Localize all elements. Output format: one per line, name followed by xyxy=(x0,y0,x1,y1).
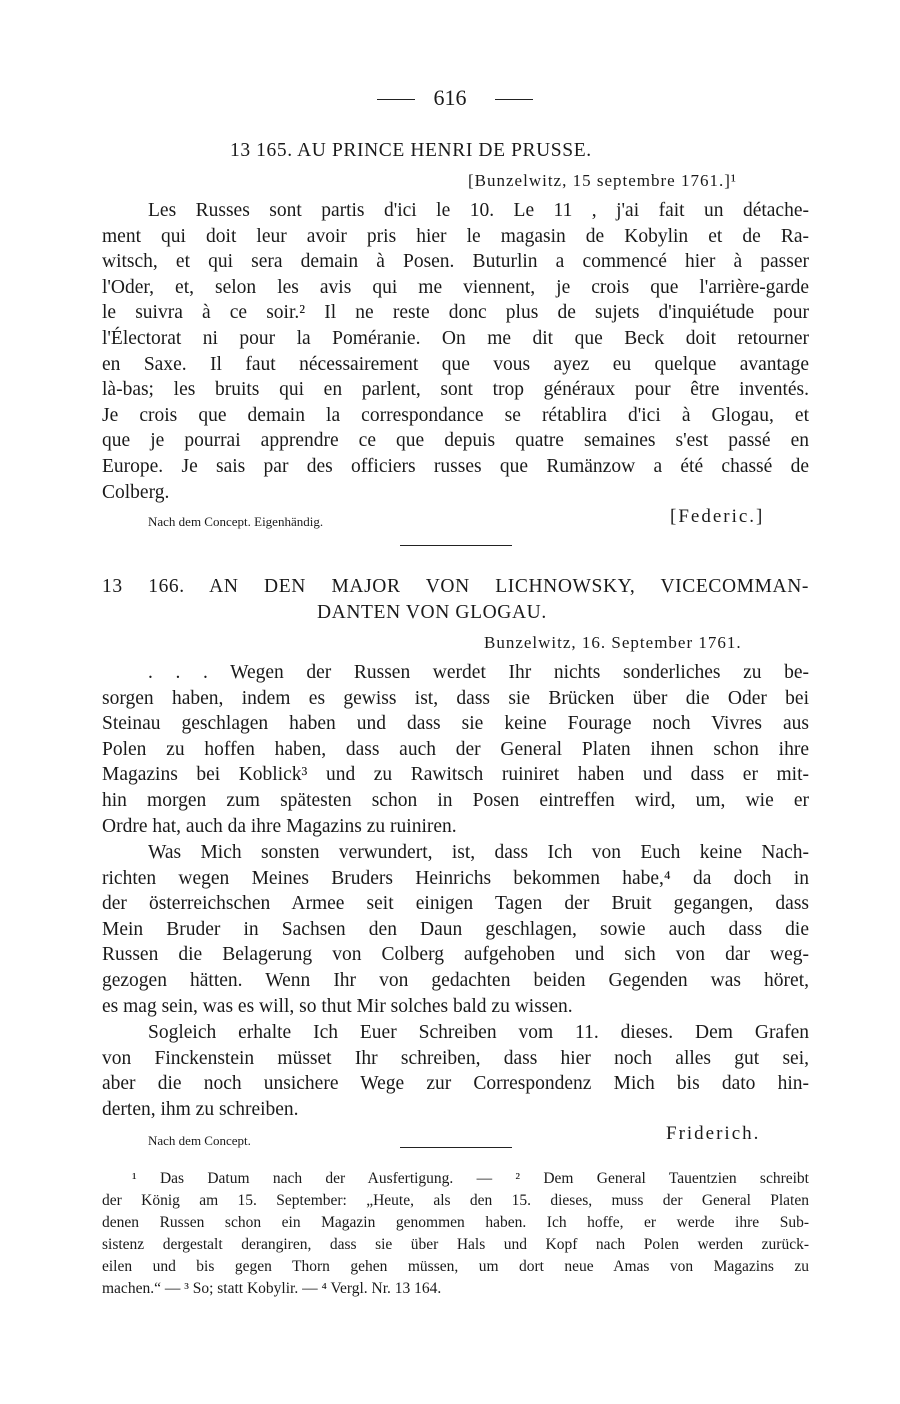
text-line: gezogen hätten. Wenn Ihr von gedachten beiden Gegenden was höret, xyxy=(102,970,809,991)
page-number: 616 xyxy=(433,85,467,110)
text-line: von Finckenstein müsset Ihr schreiben, dass hier noch alles gut sei, xyxy=(102,1047,809,1069)
text-line: aber die noch unsichere Wege zur Correspondenz Mich bis dato hin- xyxy=(102,1073,809,1095)
text-line: ¹ Das Datum nach der Ausfertigung. — ² Dem General Tauentzien schreibt xyxy=(132,1170,809,1187)
text-line: Colberg. xyxy=(102,481,170,503)
text-line: sistenz dergestalt derangiren, dass sie über Hals und Kopf nach Polen werden zurück- xyxy=(102,1236,809,1253)
letter-heading: 13 166. AN DEN MAJOR VON LICHNOWSKY, VICECOMMAN- xyxy=(102,576,809,597)
text-line: Steinau geschlagen haben und dass sie keine Fourage noch Vivres aus xyxy=(102,713,809,735)
page-number-rule-left xyxy=(377,99,415,100)
text-line: Magazins bei Koblick³ und zu Rawitsch ruiniret haben und dass er mit- xyxy=(102,764,809,786)
text-line: Was Mich sonsten verwundert, ist, dass Ich von Euch keine Nach- xyxy=(148,842,809,863)
text-line: Russen die Belagerung von Colberg aufgehoben und sich von dar weg- xyxy=(102,944,809,966)
letter-dateline: Bunzelwitz, 16. September 1761. xyxy=(484,633,742,652)
text-line: der österreichschen Armee seit einigen Tagen der Bruit gegangen, dass xyxy=(102,893,809,915)
text-line: hin morgen zum spätesten schon in Posen eintreffen wird, um, wie er xyxy=(102,790,809,811)
text-line: der König am 15. September: „Heute, als den 15. dieses, muss der General Platen xyxy=(102,1192,809,1209)
text-line: sorgen haben, indem es gewiss ist, dass sie Brücken über die Oder bei xyxy=(102,687,809,709)
text-line: denen Russen schon ein Magazin genommen haben. Ich hoffe, er werde ihre Sub- xyxy=(102,1214,809,1231)
text-line: là-bas; les bruits qui en parlent, sont trop généraux pour être inventés. xyxy=(102,379,809,401)
text-line: machen.“ — ³ So; statt Kobylir. — ⁴ Vergl. Nr. 13 164. xyxy=(102,1280,442,1297)
source-note: Nach dem Concept. Eigenhändig. xyxy=(148,514,324,529)
letter-heading: 13 165. AU PRINCE HENRI DE PRUSSE. xyxy=(230,140,592,161)
section-divider xyxy=(400,1147,512,1148)
text-line: derten, ihm zu schreiben. xyxy=(102,1098,299,1120)
source-note: Nach dem Concept. xyxy=(148,1133,251,1148)
text-line: en Saxe. Il faut nécessairement que vous ayez eu quelque avantage xyxy=(102,353,809,375)
letter-heading-continued: DANTEN VON GLOGAU. xyxy=(317,602,547,623)
text-line: que je pourrai apprendre ce que depuis quatre semaines s'est passé en xyxy=(102,430,809,452)
text-line: eilen und bis gegen Thorn gehen müssen, um dort neue Amas von Magazins zu xyxy=(102,1258,809,1275)
signature: Friderich. xyxy=(666,1123,761,1144)
text-line: Je crois que demain la correspondance se rétablira d'ici à Glogau, et xyxy=(102,404,809,426)
text-line: Sogleich erhalte Ich Euer Schreiben vom 11. dieses. Dem Grafen xyxy=(148,1022,809,1043)
signature: [Federic.] xyxy=(670,506,765,527)
text-line: l'Oder, et, selon les avis qui me viennent, je crois que l'arrière-garde xyxy=(102,276,809,298)
letter-dateline: [Bunzelwitz, 15 septembre 1761.]¹ xyxy=(468,171,737,190)
text-line: es mag sein, was es will, so thut Mir solches bald zu wissen. xyxy=(102,995,573,1017)
text-line: le suivra à ce soir.² Il ne reste donc plus de sujets d'inquiétude pour xyxy=(102,302,809,324)
text-line: Europe. Je sais par des officiers russes que Rumänzow a été chassé de xyxy=(102,456,809,477)
text-line: Mein Bruder in Sachsen den Daun geschlagen, sowie auch dass die xyxy=(102,918,809,940)
text-line: witsch, et qui sera demain à Posen. Buturlin a commencé hier à passer xyxy=(102,251,809,273)
text-line: Les Russes sont partis d'ici le 10. Le 11 , j'ai fait un détache- xyxy=(148,200,809,221)
text-line: Polen zu hoffen haben, dass auch der General Platen ihnen schon ihre xyxy=(102,738,809,760)
section-divider xyxy=(400,545,512,546)
text-line: Ordre hat, auch da ihre Magazins zu ruiniren. xyxy=(102,815,457,837)
page-number-rule-right xyxy=(495,99,533,100)
text-line: richten wegen Meines Bruders Heinrichs bekommen habe,⁴ da doch in xyxy=(102,867,809,889)
text-line: ment qui doit leur avoir pris hier le magasin de Kobylin et de Ra- xyxy=(102,225,809,247)
text-line: . . . Wegen der Russen werdet Ihr nichts sonderliches zu be- xyxy=(148,662,809,683)
text-line: l'Électorat ni pour la Poméranie. On me dit que Beck doit retourner xyxy=(102,328,809,349)
